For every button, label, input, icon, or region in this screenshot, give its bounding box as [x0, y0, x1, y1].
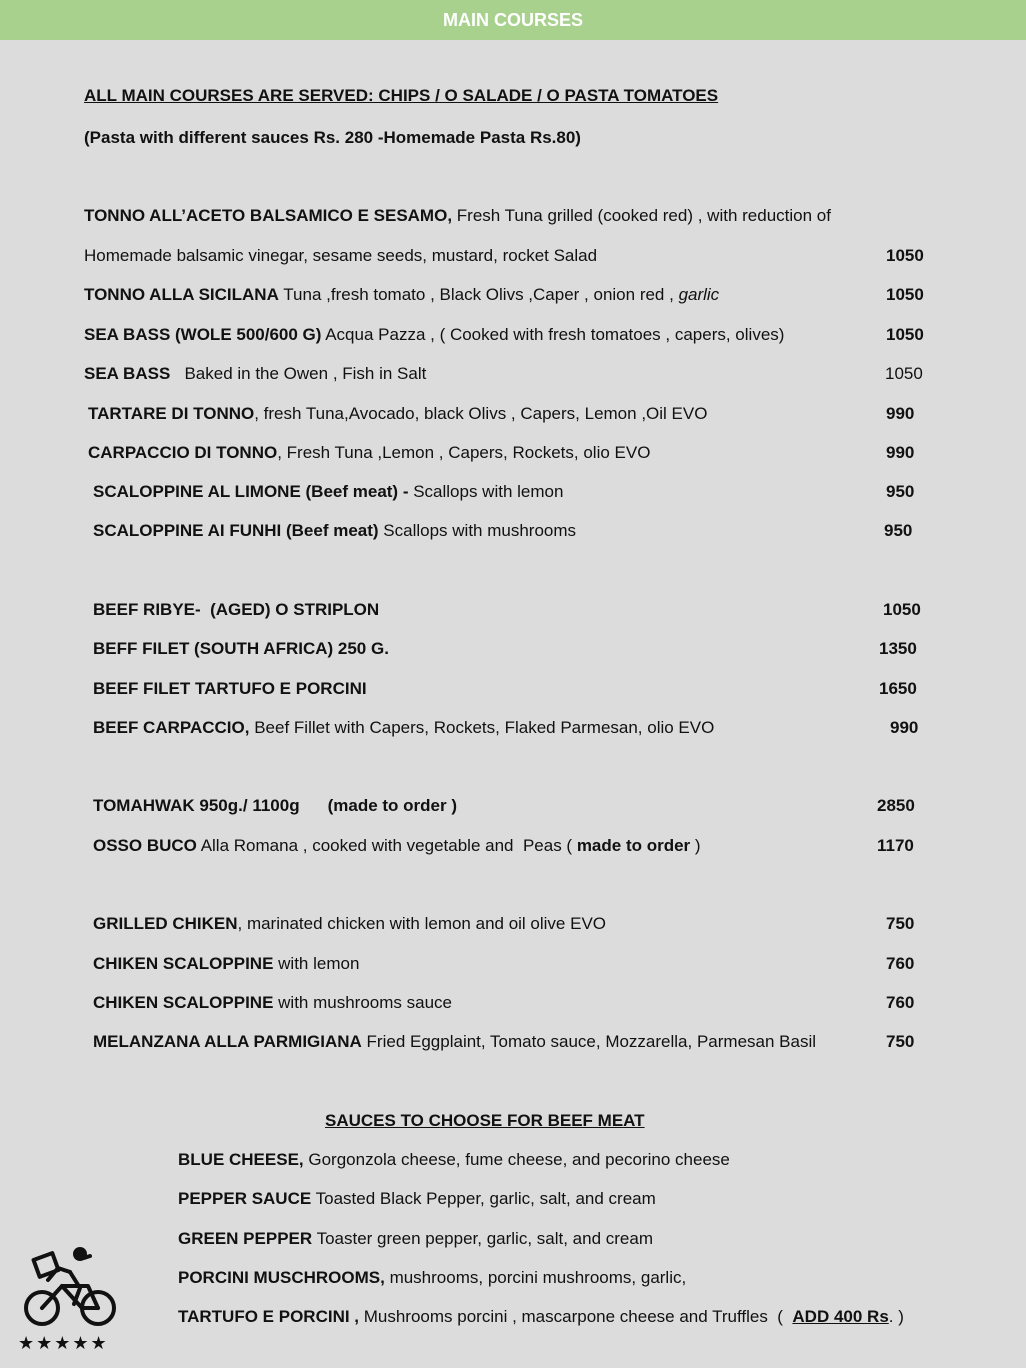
menu-item-tonno-balsamico-cont: Homemade balsamic vinegar, sesame seeds, mustard, rocket Salad	[84, 246, 598, 265]
item-description: , marinated chicken with lemon and oil olive EVO	[237, 914, 607, 933]
sauce-description: Toaster green pepper, garlic, salt, and cream	[312, 1229, 653, 1248]
sauce-tartufo	[178, 1306, 904, 1328]
sauce-pepper	[178, 1188, 656, 1210]
menu-item-scaloppine-funhi	[93, 520, 576, 542]
item-description: with mushrooms sauce	[273, 993, 452, 1012]
item-description: Tuna ,fresh tomato , Black Olivs ,Caper , onion red ,	[278, 285, 679, 304]
item-price: 990	[886, 404, 915, 423]
sauce-description: mushrooms, porcini mushrooms, garlic,	[384, 1268, 687, 1287]
item-name: SCALOPPINE AI FUNHI (Beef meat)	[93, 521, 379, 540]
menu-item-tonno-balsamico	[84, 205, 831, 227]
item-name: MELANZANA ALLA PARMIGIANA	[93, 1032, 362, 1051]
item-price: 1350	[879, 639, 917, 658]
item-name: SEA BASS	[84, 364, 171, 383]
sauce-name: PEPPER SAUCE	[178, 1189, 312, 1208]
item-name: CHIKEN SCALOPPINE	[93, 954, 274, 973]
menu-item-chiken-scaloppine-lemon	[93, 953, 359, 975]
sauce-porcini	[178, 1267, 686, 1289]
item-name: SCALOPPINE AL LIMONE (Beef meat) -	[93, 482, 409, 501]
item-price: 750	[886, 1032, 915, 1051]
item-price: 1050	[886, 246, 924, 265]
sauce-description: Toasted Black Pepper, garlic, salt, and cream	[311, 1189, 656, 1208]
item-price: 1650	[879, 679, 917, 698]
menu-item-tomahwak	[93, 795, 457, 817]
menu-item-beff-filet: BEFF FILET (SOUTH AFRICA) 250 G.	[93, 639, 389, 658]
item-price: 1170	[877, 836, 914, 855]
item-price: 760	[886, 954, 915, 973]
sauce-name: TARTUFO E PORCINI ,	[178, 1307, 360, 1326]
item-description: Fresh Tuna grilled (cooked red) , with reduction of	[452, 206, 831, 225]
item-name: GRILLED CHIKEN	[93, 914, 238, 933]
item-description: Beef Fillet with Capers, Rockets, Flaked Parmesan, olio EVO	[249, 718, 715, 737]
sauce-description-tail: . )	[888, 1307, 904, 1326]
item-note: (made to order )	[327, 796, 457, 815]
delivery-logo	[18, 1244, 123, 1353]
item-description: Fried Eggplaint, Tomato sauce, Mozzarella, Parmesan Basil	[361, 1032, 817, 1051]
item-description: Scallops with mushrooms	[378, 521, 577, 540]
item-description: Scallops with lemon	[408, 482, 564, 501]
item-name: BEEF CARPACCIO,	[93, 718, 250, 737]
item-price: 1050	[886, 325, 924, 344]
delivery-cyclist-icon	[18, 1244, 123, 1328]
page-header	[0, 0, 1026, 40]
menu-item-sea-bass-owen	[84, 363, 426, 385]
item-name: OSSO BUCO	[93, 836, 197, 855]
sauces-title-text: SAUCES TO CHOOSE FOR BEEF MEAT	[325, 1111, 645, 1130]
menu-item-tonno-sicilana	[84, 284, 719, 306]
rating-stars: ★★★★★	[18, 1333, 109, 1353]
item-note: made to order	[576, 836, 691, 855]
sauce-blue-cheese	[178, 1149, 730, 1171]
menu-item-carpaccio-tonno	[88, 442, 650, 464]
item-description-italic: garlic	[678, 285, 720, 304]
item-price: 2850	[877, 796, 915, 815]
item-name: TONNO ALLA SICILANA	[84, 285, 279, 304]
menu-item-grilled-chiken	[93, 913, 606, 935]
menu-item-beef-carpaccio	[93, 717, 714, 739]
header-title: MAIN COURSES	[442, 9, 583, 30]
item-description: with lemon	[273, 954, 360, 973]
menu-item-osso-buco	[93, 835, 701, 857]
item-price: 1050	[886, 285, 924, 304]
item-description: , fresh Tuna,Avocado, black Olivs , Capers, Lemon ,Oil EVO	[254, 404, 708, 423]
item-name: TARTARE DI TONNO	[88, 404, 255, 423]
menu-item-beef-ribye: BEEF RIBYE- (AGED) O STRIPLON	[93, 600, 380, 619]
item-name: CHIKEN SCALOPPINE	[93, 993, 274, 1012]
menu-item-tartare-tonno	[88, 403, 707, 425]
served-with-text: ALL MAIN COURSES ARE SERVED: CHIPS / O SALADE / O PASTA TOMATOES	[84, 86, 719, 105]
item-name: CARPACCIO DI TONNO	[88, 443, 278, 462]
sauce-green-pepper	[178, 1228, 653, 1250]
served-with-note	[84, 85, 718, 107]
item-description: Baked in the Owen , Fish in Salt	[170, 364, 427, 383]
item-description-tail: )	[690, 836, 701, 855]
item-description: , Fresh Tuna ,Lemon , Capers, Rockets, olio EVO	[277, 443, 651, 462]
menu-item-beef-tartufo: BEEF FILET TARTUFO E PORCINI	[93, 679, 367, 698]
menu-item-scaloppine-limone	[93, 481, 563, 503]
item-description: Alla Romana , cooked with vegetable and Peas (	[196, 836, 577, 855]
item-name: TOMAHWAK 950g./ 1100g	[93, 796, 300, 815]
sauces-title	[325, 1110, 645, 1132]
item-price: 990	[886, 443, 915, 462]
sauce-name: BLUE CHEESE,	[178, 1150, 304, 1169]
item-price: 1050	[883, 600, 921, 619]
menu-item-chiken-scaloppine-mushrooms	[93, 992, 452, 1014]
sauce-name: PORCINI MUSCHROOMS,	[178, 1268, 385, 1287]
item-price: 950	[886, 482, 915, 501]
item-price: 990	[890, 718, 919, 737]
menu-item-melanzana	[93, 1031, 816, 1053]
sauce-name: GREEN PEPPER	[178, 1229, 313, 1248]
menu-item-sea-bass-wole	[84, 324, 784, 346]
item-price: 950	[884, 521, 913, 540]
pasta-note: (Pasta with different sauces Rs. 280 -Homemade Pasta Rs.80)	[84, 128, 581, 147]
sauce-description: Mushrooms porcini , mascarpone cheese and Truffles (	[359, 1307, 793, 1326]
item-name: SEA BASS (WOLE 500/600 G)	[84, 325, 322, 344]
item-price: 750	[886, 914, 915, 933]
item-name: TONNO ALL’ACETO BALSAMICO E SESAMO,	[84, 206, 453, 225]
item-price: 760	[886, 993, 915, 1012]
sauce-addon-price: ADD 400 Rs	[792, 1307, 889, 1326]
item-description: Acqua Pazza , ( Cooked with fresh tomatoes , capers, olives)	[321, 325, 785, 344]
sauce-description: Gorgonzola cheese, fume cheese, and pecorino cheese	[303, 1150, 730, 1169]
item-price: 1050	[885, 364, 923, 383]
